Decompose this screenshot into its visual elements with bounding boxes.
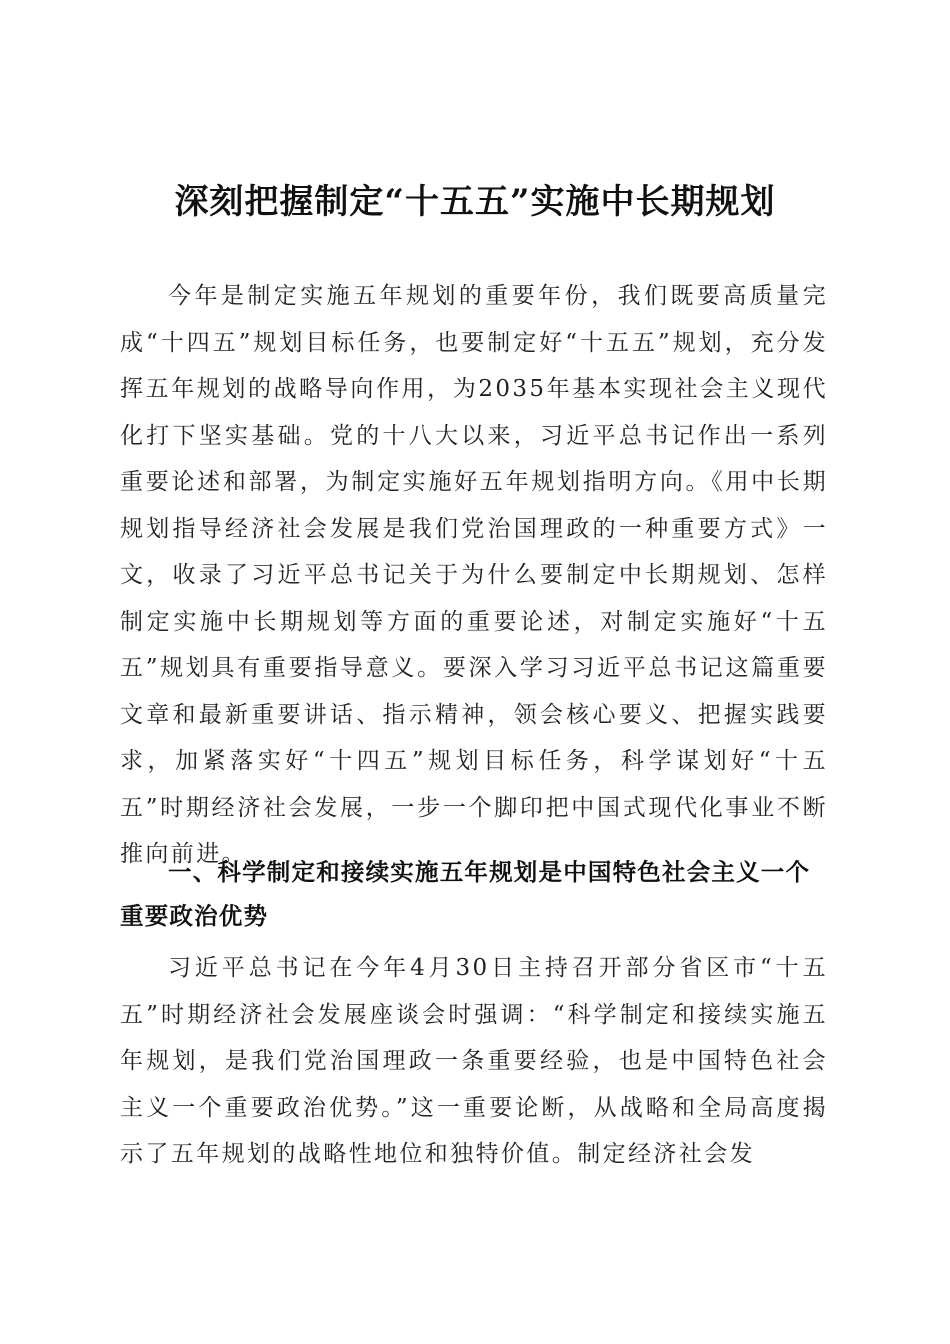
section-heading: 一、科学制定和接续实施五年规划是中国特色社会主义一个重要政治优势 (120, 858, 811, 930)
document-title: 深刻把握制定“十五五”实施中长期规划 (174, 182, 776, 222)
intro-paragraph: 今年是制定实施五年规划的重要年份，我们既要高质量完成“十四五”规划目标任务，也要制定好“十五五”规划，充分发挥五年规划的战略导向作用，为2035年基本实现社会主义现代化打下坚实基础。党的十八大以来，习近平总书记作出一系列重要论述和部署，为制定实施好五年规划指明方向。《用中长期规划指导经济社会发展是我们党治国理政的一种重要方式》一文，收录了习近平总书记关于为什么要制定中长期规划、怎样制定实施中长期规划等方面的重要论述，对制定实施好“十五五”规划具有重要指导意义。要深入学习习近平总书记这篇重要文章和最新重要讲话、指示精神，领会核心要义、把握实践要求，加紧落实好“十四五”规划目标任务，科学谋划好“十五五”时期经济社会发展，一步一个脚印把中国式现代化事业不断推向前进。 (120, 283, 828, 867)
section-paragraph: 习近平总书记在今年4月30日主持召开部分省区市“十五五”时期经济社会发展座谈会时强调：“科学制定和接续实施五年规划，是我们党治国理政一条重要经验，也是中国特色社会主义一个重要政治优势。”这一重要论断，从战略和全局高度揭示了五年规划的战略性地位和独特价值。制定经济社会发 (120, 955, 828, 1167)
